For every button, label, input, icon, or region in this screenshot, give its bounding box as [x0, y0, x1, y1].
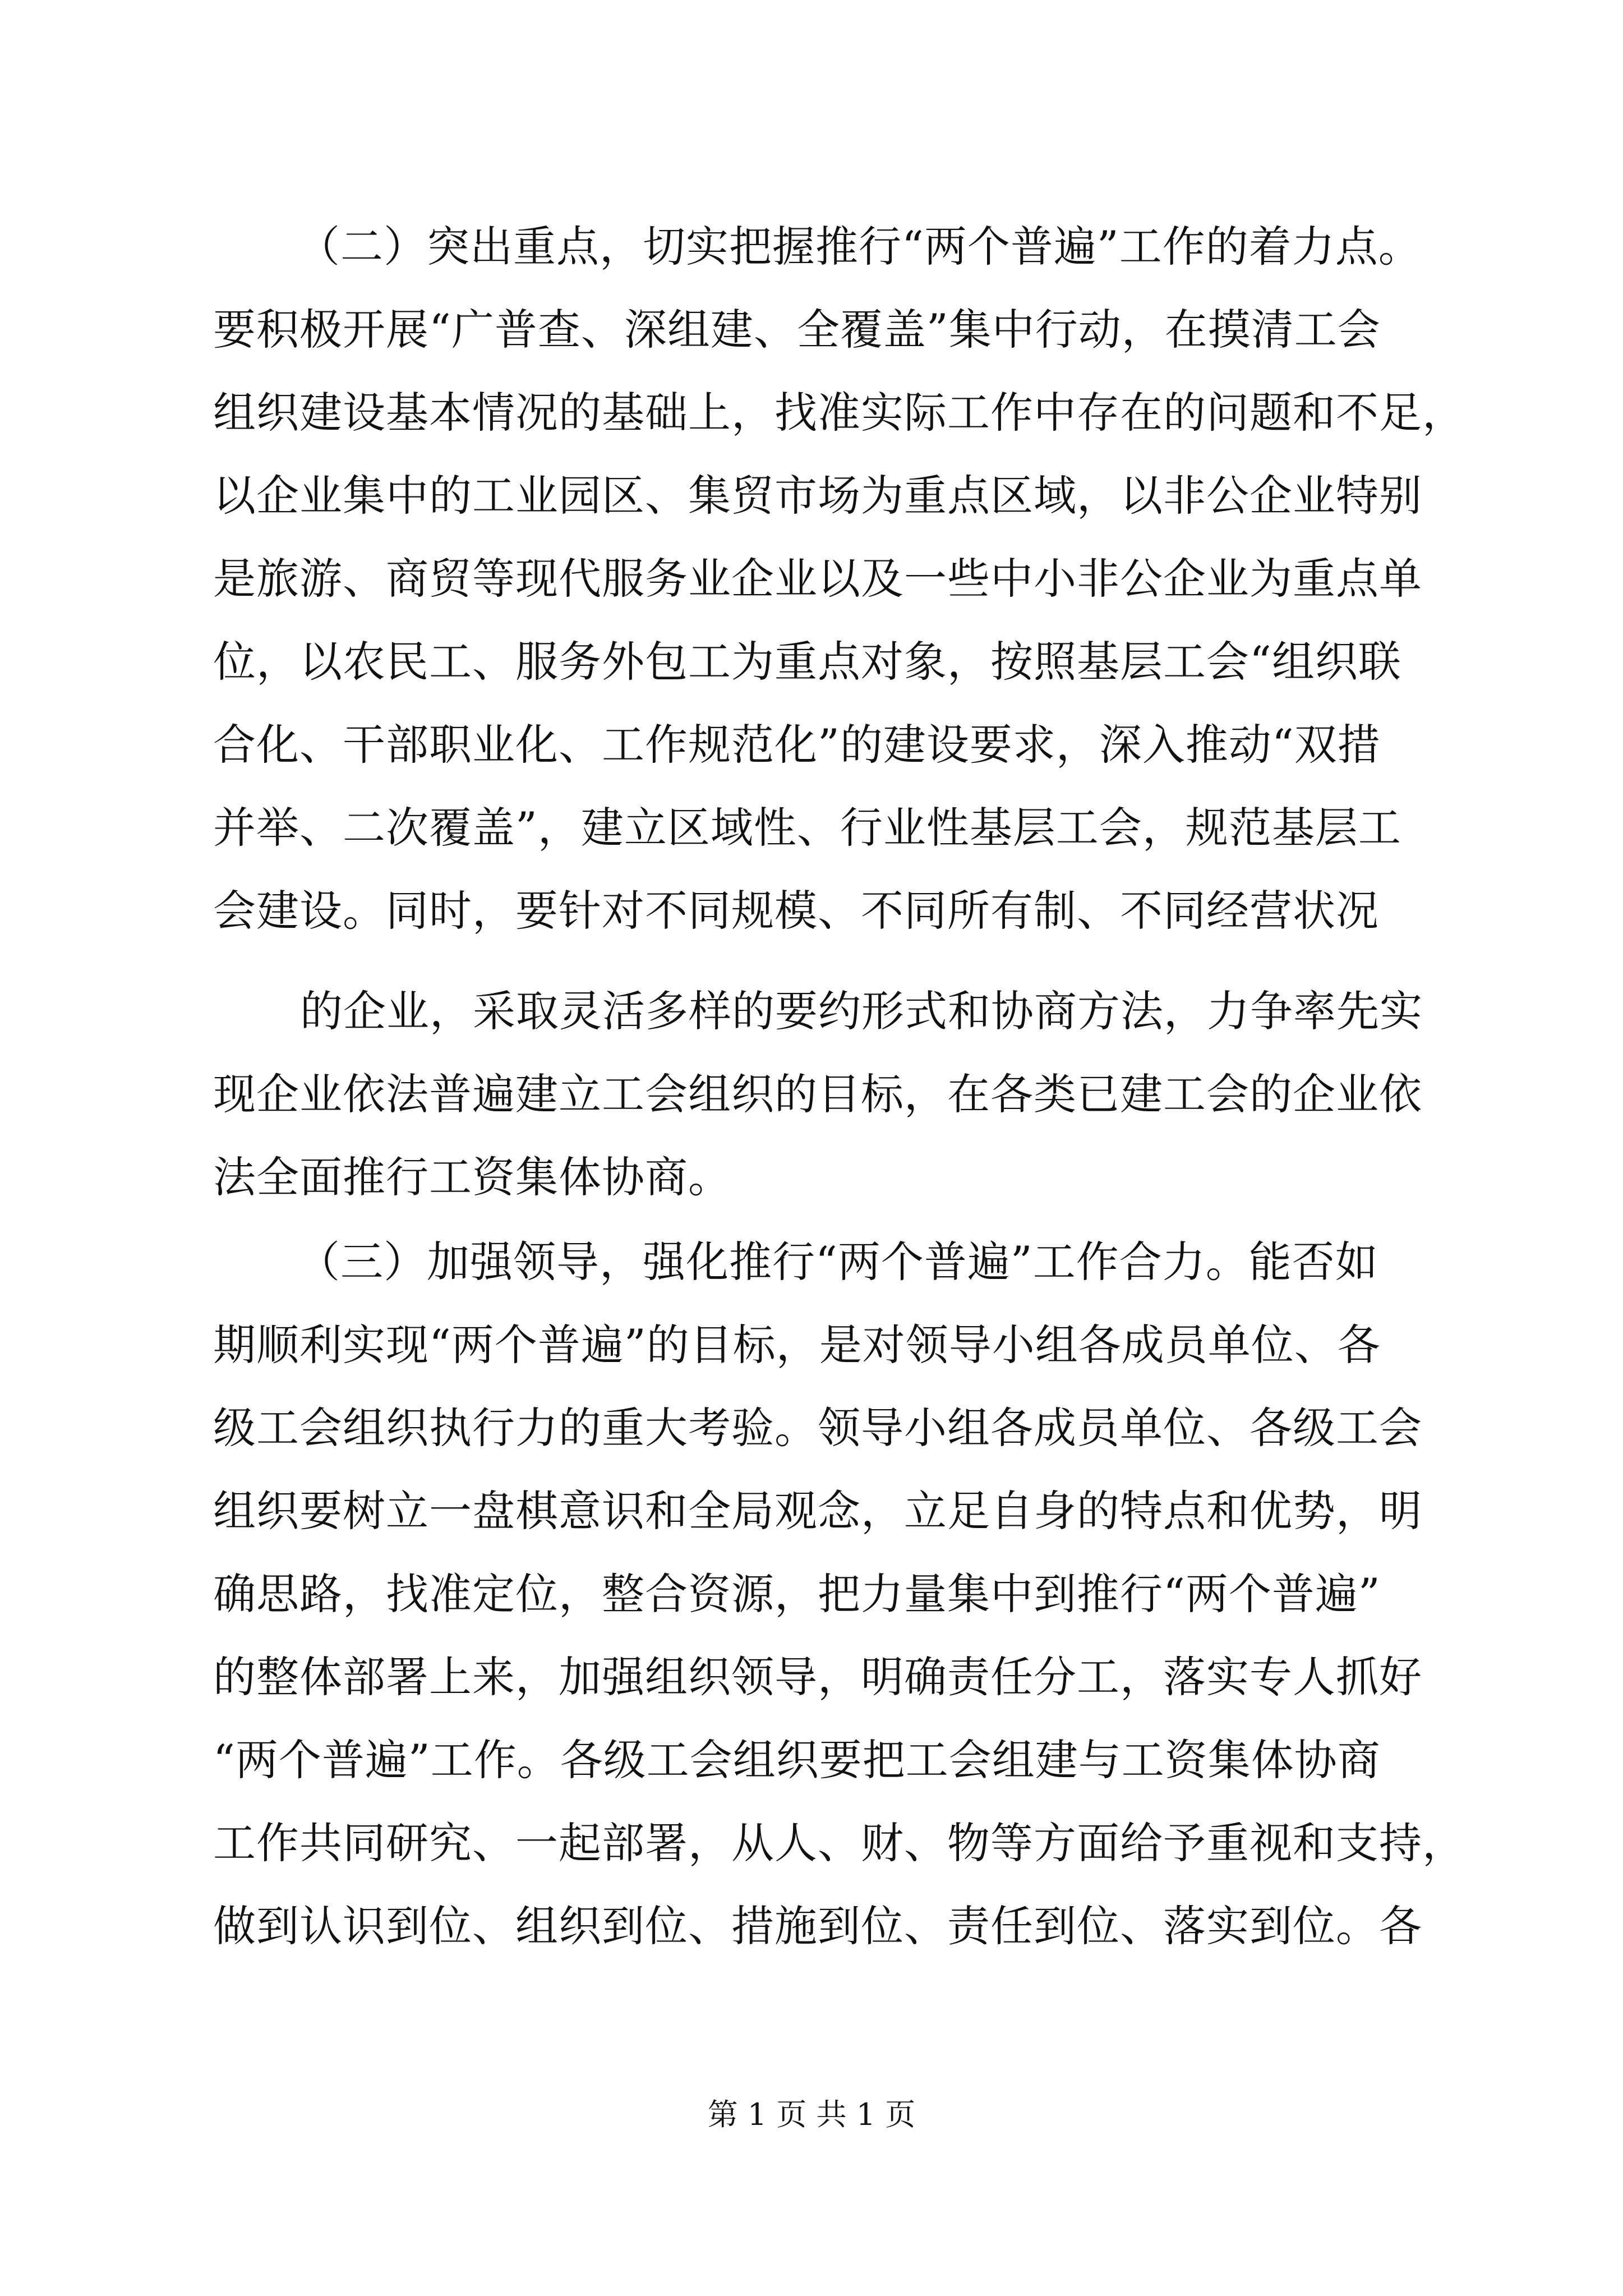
paragraph-3-line-6: 的整体部署上来，加强组织领导，明确责任分工，落实专人抓好 — [213, 1652, 1422, 1702]
paragraph-2-line-9: 会建设。同时，要针对不同规模、不同所有制、不同经营状况 — [213, 886, 1379, 936]
paragraph-2-line-1: （二）突出重点，切实把握推行“两个普遍”工作的着力点。 — [297, 222, 1422, 272]
paragraph-2-line-3: 组织建设基本情况的基础上，找准实际工作中存在的问题和不足， — [213, 388, 1465, 438]
paragraph-3-line-4: 组织要树立一盘棋意识和全局观念，立足自身的特点和优势，明 — [213, 1486, 1422, 1536]
page-footer: 第 1 页 共 1 页 — [707, 2097, 916, 2132]
paragraph-2-line-6: 位，以农民工、服务外包工为重点对象，按照基层工会“组织联 — [213, 637, 1401, 687]
paragraph-2-line-7: 合化、干部职业化、工作规范化”的建设要求，深入推动“双措 — [213, 720, 1381, 770]
paragraph-2-line-11: 现企业依法普遍建立工会组织的目标，在各类已建工会的企业依 — [213, 1069, 1422, 1119]
paragraph-2-line-4: 以企业集中的工业园区、集贸市场为重点区域，以非公企业特别 — [213, 471, 1422, 521]
paragraph-3-line-7: “两个普遍”工作。各级工会组织要把工会组建与工资集体协商 — [213, 1735, 1381, 1785]
paragraph-2-line-2: 要积极开展“广普查、深组建、全覆盖”集中行动，在摸清工会 — [213, 305, 1381, 355]
paragraph-3-line-3: 级工会组织执行力的重大考验。领导小组各成员单位、各级工会 — [213, 1403, 1422, 1453]
paragraph-2-line-12: 法全面推行工资集体协商。 — [213, 1152, 731, 1202]
paragraph-3-line-2: 期顺利实现“两个普遍”的目标，是对领导小组各成员单位、各 — [213, 1320, 1381, 1370]
paragraph-2-line-8: 并举、二次覆盖”，建立区域性、行业性基层工会，规范基层工 — [213, 803, 1401, 853]
paragraph-2-line-5: 是旅游、商贸等现代服务业企业以及一些中小非公企业为重点单 — [213, 554, 1422, 604]
paragraph-3-line-1: （三）加强领导，强化推行“两个普遍”工作合力。能否如 — [297, 1237, 1378, 1287]
paragraph-3-line-9: 做到认识到位、组织到位、措施到位、责任到位、落实到位。各 — [213, 1901, 1422, 1951]
paragraph-3-line-8: 工作共同研究、一起部署，从人、财、物等方面给予重视和支持， — [213, 1818, 1465, 1868]
paragraph-2-line-10: 的企业，采取灵活多样的要约形式和协商方法，力争率先实 — [300, 986, 1423, 1036]
paragraph-3-line-5: 确思路，找准定位，整合资源，把力量集中到推行“两个普遍” — [213, 1569, 1381, 1619]
